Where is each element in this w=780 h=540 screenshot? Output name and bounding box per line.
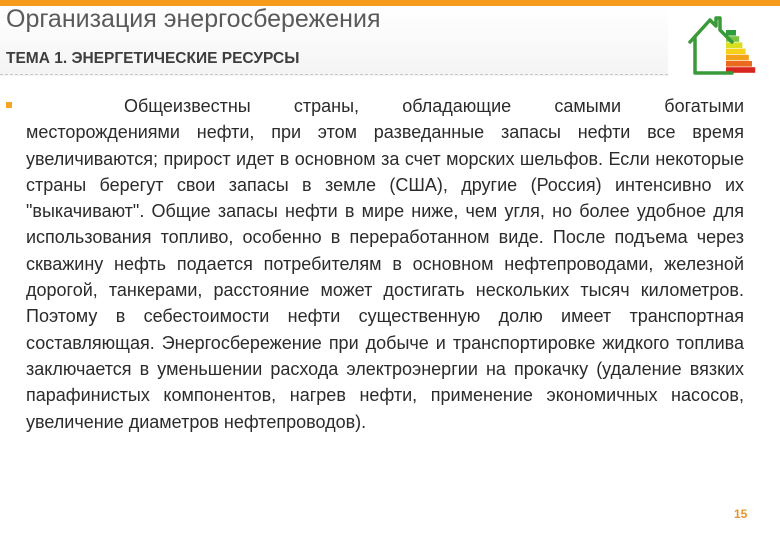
body-paragraph: Общеизвестны страны, обладающие самыми богатыми месторождениями нефти, при этом разведанные запасы нефти все время увеличиваются; прирост идет в основном за счет морских шельфов. Если некоторые страны берегут свои запасы в земле (США), другие (Россия) интенсивно их "выкачивают". Общие запасы нефти в мире ниже, чем угля, но более удобное для использования топливо, особенно в переработанном виде. После подъема через скважину нефть подается потребителям в основном нефтепроводами, железной дорогой, танкерами, расстояние может достигать нескольких тысяч километров. Поэтому в себестоимости нефти существенную долю имеет транспортная составляющая. Энергосбережение при добыче и транспортировке жидкого топлива заключается в уменьшении расхода электроэнергии на прокачку (удаление вязких парафинистых компонентов, нагрев нефти, применение экономичных насосов, увеличение диаметров нефтепроводов). (26, 96, 744, 432)
slide-subtitle: ТЕМА 1. ЭНЕРГЕТИЧЕСКИЕ РЕСУРСЫ (6, 50, 300, 67)
energy-rating-bars (726, 30, 755, 73)
page-number: 15 (734, 507, 748, 521)
house-outline (690, 18, 732, 73)
header-divider (0, 74, 668, 75)
energy-bar-6 (726, 61, 752, 67)
energy-logo-graphic (684, 12, 764, 76)
energy-bar-1 (726, 30, 736, 36)
energy-efficiency-house-icon (684, 12, 764, 76)
energy-bar-5 (726, 55, 749, 61)
energy-bar-4 (726, 49, 746, 55)
energy-bar-3 (726, 42, 742, 48)
slide-title: Организация энергосбережения (6, 5, 381, 33)
bullet-marker (6, 102, 12, 108)
